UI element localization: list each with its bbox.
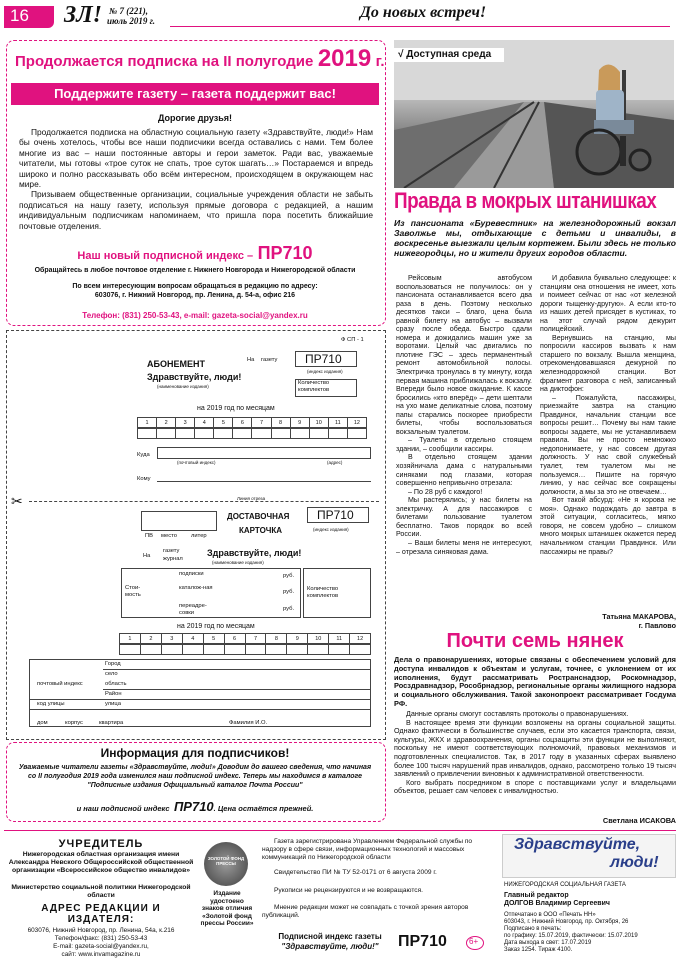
paragraph: Вот такой абсурд: «Не я корова не моя». Однако подождать до завтра в этой ситуации, согласитесь, мягко говоря, не совсем удобно – слишком много мокрых штанишек окажется перед начальником станции Правдинск. Или пассажиры не правы? — [540, 496, 676, 556]
selo-label: село — [105, 671, 118, 677]
article2-body: Данные органы смогут составлять протоколы о правонарушениях. В настоящее время эти функции возложены на органы социальной защиты. Однако фактически в большинстве случаев, если это касается транспорта, связи, культуры, ЖКХ и здравоохранения, органы соцзащиты эти функции не выполняют, поскольку не имеют соответствующих полномочий, правовых механизмов и подготовленных специалистов. Так, в 2017 году в указанных сферах выявлено более 100 тысяч нарушений прав инвалидов, однако, рассмотрено только 19 тысяч заявлений о привлечении виновных к административной ответственности. Кого выбрать посредником в споре с поставщиками услуг и владельцами объектов, решает сам человек с инвалидностью. — [394, 709, 676, 796]
month-cell: 9 — [291, 417, 310, 428]
index-value: ПР710 — [305, 352, 342, 366]
months-label: на 2019 год по месяцам — [197, 405, 275, 412]
pereadres-label: переадре-совки — [179, 603, 207, 616]
dom-label: дом — [37, 720, 48, 726]
article1-author: Татьяна МАКАРОВА, — [602, 612, 676, 621]
article1-col2 — [540, 274, 676, 556]
article2-headline: Почти семь нянек — [446, 630, 624, 652]
ulitsa-label: улица — [105, 701, 121, 707]
qty-label-2: Количество комплектов — [307, 586, 339, 599]
logo: ЗЛ! — [64, 2, 103, 28]
month-cell — [329, 644, 350, 655]
scissors-icon: ✂ — [11, 493, 23, 509]
fio-label: Фамилия И.О. — [229, 720, 268, 726]
print-1: Отпечатано в ООО «Печать НН» — [504, 912, 596, 918]
na-label: На — [247, 357, 255, 363]
addr-rule-3 — [29, 699, 371, 700]
sub-name: "Здравствуйте, люди!" — [281, 942, 379, 951]
delivery-label: ДОСТАВОЧНАЯ — [227, 512, 290, 521]
months-label-2: на 2019 год по месяцам — [177, 623, 255, 630]
month-cell: 6 — [233, 417, 252, 428]
month-cell: 2 — [141, 633, 162, 644]
qty-label: Количество комплектов — [298, 380, 330, 393]
kuda-box — [157, 447, 371, 459]
month-cell: 8 — [272, 417, 291, 428]
info-box — [6, 742, 386, 822]
month-cell: 1 — [137, 417, 157, 428]
article-photo — [394, 40, 674, 188]
months-grid-2 — [119, 633, 371, 644]
month-cell: 10 — [310, 417, 329, 428]
addr-rule-4 — [29, 709, 371, 710]
press-seal-text: ЗОЛОТОЙ ФОНД ПРЕССЫ — [207, 856, 245, 866]
slogan: До новых встреч! — [360, 4, 487, 21]
masthead-title-2: люди! — [610, 854, 659, 871]
delivery-index: ПР710 — [317, 508, 354, 522]
card-label: КАРТОЧКА — [239, 526, 283, 535]
registration: Газета зарегистрирована Управлением Федеральной службы по надзору в сфере связи, информационных технологий и массовых коммуникаций по Нижегородской области — [262, 838, 473, 861]
kvartira-label: квартира — [99, 720, 124, 726]
print-6: Заказ 1254. Тираж 4100. — [504, 947, 573, 953]
month-cell — [183, 644, 204, 655]
month-cell: 2 — [157, 417, 176, 428]
month-cell: 5 — [214, 417, 233, 428]
month-cell: 3 — [162, 633, 183, 644]
info-text: Уважаемые читатели газеты «Здравствуйте, люди!» Доводим до вашего сведения, что начиная со II полугодия 2019 года изменился наш подписной индекс. Теперь мы находимся в каталоге "Подписные издания Официальный каталог Почта России" — [18, 764, 372, 790]
editor-name: ДОЛГОВ Владимир Сергеевич — [504, 900, 610, 907]
month-cell — [252, 428, 271, 439]
article1-lead: Из пансионата «Буревестник» на железнодорожный вокзал Заволжье мы, отдыхающие с детьми и инвалиды, в воскресенье выезжали целым кортежем. Были здесь не только нижегородцы, но и жители других городов области. — [394, 218, 676, 258]
katalozh-label: каталож-ная — [179, 585, 213, 591]
phone-email: Телефон: (831) 250-53-43, e-mail: gazeta-social@yandex.ru — [82, 311, 308, 320]
article2-author: Светлана ИСАКОВА — [602, 816, 676, 825]
address: 603076, Нижний Новгород, пр. Ленина, 54а, к.216 — [27, 927, 175, 934]
gazetu-label: газету — [261, 357, 278, 363]
month-cell — [195, 428, 214, 439]
month-cell — [204, 644, 225, 655]
article1-headline: Правда в мокрых штанишках — [394, 188, 657, 213]
platform-scene — [394, 40, 674, 188]
month-cell — [162, 644, 183, 655]
month-cell — [266, 644, 287, 655]
masthead-title-1: Здравствуйте, — [514, 836, 641, 853]
paragraph: В отдельно стоящем здании хозяйничала дама с натуральными синяками под глазами, которая совершенно непривычно отрезала: — [396, 453, 532, 488]
masthead-sub: НИЖЕГОРОДСКАЯ СОЦИАЛЬНАЯ ГАЗЕТА — [504, 882, 626, 888]
form-code: Ф СП - 1 — [341, 337, 364, 343]
cut-line — [29, 501, 379, 502]
print-5: Дата выхода в свет: 17.07.2019 — [504, 940, 592, 946]
month-cell — [310, 428, 329, 439]
address-title: АДРЕС РЕДАКЦИИ И ИЗДАТЕЛЯ: — [41, 903, 161, 925]
cut-line-label: Линия отреза — [237, 496, 266, 501]
month-cell — [287, 644, 308, 655]
paragraph: – По 28 руб с каждого! — [408, 487, 483, 496]
month-cell: 7 — [246, 633, 267, 644]
post-caption: (почтовый индекс) — [177, 460, 216, 465]
article1-city: г. Павлово — [638, 621, 676, 630]
name-caption: (наименование издания) — [157, 384, 209, 389]
article2-lead: Дела о правонарушениях, которые связаны с обеспечением условий для доступа инвалидов к объектам и услугам, точнее, с уклонением от их исполнения, будут рассматривать Ространснадзор, Роскомнадзор, Росздравнадзор, Рособрнадзор, региональные органы жилищного надзора и социального обслуживания. Такой законопроект рассматривает Госдума РФ. — [394, 655, 676, 708]
founder-org: Нижегородская областная организация имени Александра Невского Общероссийской общественной организации «Всероссийское общество инвалидов» — [8, 851, 194, 874]
page-number-text: 16 — [10, 6, 29, 25]
subscription-title: Продолжается подписка на II полугодие 2019 г. — [15, 45, 385, 72]
month-cell: 3 — [176, 417, 195, 428]
postindex-label: почтовый индекс — [37, 681, 83, 687]
name-caption-2: (наименование издания) — [212, 560, 264, 565]
month-cell: 1 — [119, 633, 141, 644]
rubric-text: √ Доступная среда — [398, 49, 492, 60]
contact-line1: По всем интересующим вопросам обращаться в редакцию по адресу: — [72, 283, 318, 290]
rub-3: руб. — [283, 606, 295, 612]
footer-phone: Телефон/факс: (831) 250-53-43 — [54, 935, 148, 942]
month-cell: 9 — [287, 633, 308, 644]
month-cell — [233, 428, 252, 439]
month-cell: 5 — [204, 633, 225, 644]
info-title: Информация для подписчиков! — [100, 746, 290, 760]
month-cell: 6 — [225, 633, 246, 644]
addr-caption: (адрес) — [327, 460, 343, 465]
month-cell — [272, 428, 291, 439]
month-cell — [350, 644, 371, 655]
editor-title: Главный редактор — [504, 892, 569, 899]
month-cell — [246, 644, 267, 655]
print-3: Подписано в печать: — [504, 926, 562, 932]
stoim-label: Стои-мость — [125, 585, 141, 598]
month-cell: 4 — [183, 633, 204, 644]
mesto-label: место — [161, 533, 177, 539]
month-cell — [214, 428, 233, 439]
subscription-form — [6, 330, 386, 740]
month-cell: 11 — [329, 417, 348, 428]
paper-name-2: Здравствуйте, люди! — [207, 548, 302, 558]
addr-rule-2 — [103, 689, 371, 690]
subscription-text: Продолжается подписка на областную социальную газету «Здравствуйте, люди!» Нам бы очень хотелось, чтобы все наши подписчики всегда оставались с нами. Тем более многие из вас – наши постоянные авторы и герои заметок. Ради вас, уважаемые читатели, мы готовы «трое суток не спать, трое суток шагать…» Постараемся и впредь широко и полно рассказывать обо всём интересном, происходящем в окружающем нас мире. Призываем общественные организации, социальные учреждения области не забыть подписаться на нашу газету, используя прямые договора с редакцией, а нашим индивидуальным подписчикам напоминаем, что пришла пора посетить ближайшие почтовые отделения. — [19, 127, 373, 231]
month-cell — [176, 428, 195, 439]
paper-name: Здравствуйте, люди! — [147, 372, 242, 382]
month-cell: 8 — [266, 633, 287, 644]
founder-ministry: Министерство социальной политики Нижегородской области — [11, 884, 191, 899]
footer-rule — [4, 830, 676, 831]
months-grid — [137, 417, 367, 428]
paragraph: Мы растерялись; у нас билеты на электричку. А для пассажиров с билетами пользование туалетом бесплатно. Таков порядок во всей России. — [396, 496, 532, 539]
paragraph: – Ваши билеты меня не интересуют, – отрезала синяковая дама. — [396, 538, 532, 556]
month-cell: 12 — [350, 633, 371, 644]
pv-label: ПВ — [145, 533, 154, 539]
page-header — [0, 0, 680, 34]
header-rule — [170, 26, 670, 27]
greeting: Дорогие друзья! — [157, 113, 233, 123]
month-cell: 7 — [252, 417, 271, 428]
month-cell — [348, 428, 367, 439]
footer-site[interactable]: сайт: www.invamagazine.ru — [61, 951, 141, 958]
oblast-label: область — [105, 681, 127, 687]
addr-rule-1 — [103, 669, 371, 670]
issue-date: июль 2019 г. — [107, 16, 156, 26]
kod-ulitsy-label: код улицы — [37, 701, 65, 707]
month-cell: 11 — [329, 633, 350, 644]
month-cell — [157, 428, 176, 439]
month-cell — [137, 428, 157, 439]
month-cell — [291, 428, 310, 439]
contact-line2: 603076, г. Нижний Новгород, пр. Ленина, д. 54-а, офис 216 — [94, 292, 296, 299]
zhurnal-label: журнал — [163, 556, 183, 562]
print-4: по графику: 15.07.2019, фактически: 15.07.2019 — [504, 933, 638, 939]
opinion: Мнение редакции может не совпадать с точкой зрения авторов публикаций. — [262, 904, 469, 919]
new-index: Наш новый подписной индекс – ПР710 — [77, 243, 313, 263]
certificate: Свидетельство ПИ № ТУ 52-0171 от 6 августа 2009 г. — [274, 869, 437, 876]
paragraph: Вернувшись на станцию, мы попросили кассиров вызвать к нам старшего по вокзалу. Вышла женщина, отрекомендовавшаяся дежурной по железнодорожной станции. Вот фрагмент разговора с ней, записанный на диктофон: — [540, 333, 676, 394]
footer — [0, 832, 680, 960]
pv-box — [141, 511, 217, 531]
gazetu-label-2: газету — [163, 548, 180, 554]
subscription-box — [6, 40, 386, 326]
index-caption: (индекс издания) — [307, 369, 343, 374]
month-cell — [308, 644, 329, 655]
month-cell — [329, 428, 348, 439]
index-note: Обращайтесь в любое почтовое отделение г. Нижнего Новгорода и Нижегородской области — [34, 267, 356, 274]
month-cell: 10 — [308, 633, 329, 644]
month-cell: 12 — [348, 417, 367, 428]
komu-label: Кому — [137, 476, 151, 482]
month-cell: 4 — [195, 417, 214, 428]
kuda-label: Куда — [137, 452, 150, 458]
paragraph: – Пожалуйста, пассажиры, приезжайте завтра на станцию Правдинск, начальник станции все вопросы решит… Почему вы нам такие вопросы задаете, мы не устанавливаем правила. Вы не просто немножко недопонимаете, у нас совсем другая должность. У нас свой служебный туалет, тем туалетом мы не пользуемся… Пишите на горячую линию, у нас сейчас все сокращены должности, а мы за это не отвечаем… — [540, 393, 676, 496]
paragraph: И добавила буквально следующее: к станциям она отношения не имеет, хоть и поимеет сейчас от нас «от железной дороги тыщенку-другую». А если кто-то из наших детей присядет в кустиках, то на этот случай рядом дежурит полицейский. — [540, 274, 676, 334]
month-cell — [225, 644, 246, 655]
podpiski-label: подписки — [179, 571, 204, 577]
paragraph: Рейсовым автобусом воспользоваться не получилось: он у пансионата останавливается всего два раза в день. Поэтому несколько десятков такси – благо, цена была равной билету на автобус – вызвали сразу после обеда. Быстро сдали номера и дожидались машин уже за воротами. Целый час двигались по плотине ГЭС – здесь перманентный ремонт автомобильной полосы. Электричка тронулась в ту минуту, когда первая машина приближалась к вокзалу. Впереди было новое ожидание. К кассе бросились «кто вперёд» – дети шептали на ухо маме деликатные слова, поэтому папы старались поскорее приобрести билеты, чтобы воспользоваться вокзальным туалетом. — [396, 274, 532, 436]
sub-index: ПР710 — [398, 933, 447, 950]
print-2: 603043, г. Нижний Новгород, пр. Октября, 26 — [504, 919, 629, 925]
issue-number: № 7 (221), — [109, 6, 148, 16]
delivery-index-caption: (индекс издания) — [313, 527, 349, 532]
months-grid-empty — [137, 428, 367, 439]
gorod-label: Город — [105, 661, 121, 667]
rayon-label: Район — [105, 691, 122, 697]
liter-label: литер — [191, 533, 207, 539]
age-text: 6+ — [469, 937, 479, 946]
info-index: и наш подписной индекс ПР710. Цена остаётся прежней. — [76, 799, 314, 814]
abonement-label: АБОНЕМЕНТ — [147, 359, 205, 369]
rub-1: руб. — [283, 573, 295, 579]
subscription-banner-text: Поддержите газету – газета поддержит вас! — [54, 86, 336, 101]
award-text: Издание удостоено знаков отличия «Золотой фонд прессы России» — [200, 890, 254, 928]
article1-col1 — [396, 274, 532, 556]
manuscripts: Рукописи не рецензируются и не возвращаются. — [274, 887, 423, 894]
footer-email[interactable]: E-mail: gazeta-social@yandex.ru, — [53, 943, 149, 950]
korpus-label: корпус — [65, 720, 83, 726]
months-grid-2-empty — [119, 644, 371, 655]
founder-title: УЧРЕДИТЕЛЬ — [58, 838, 144, 850]
rub-2: руб. — [283, 589, 295, 595]
sub-label: Подписной индекс газеты — [278, 932, 382, 941]
komu-line — [157, 481, 371, 482]
paragraph: – Туалеты в отдельно стоящем здании, – сообщили кассиры. — [396, 436, 532, 453]
na-label-2: На — [143, 553, 151, 559]
month-cell — [141, 644, 162, 655]
month-cell — [119, 644, 141, 655]
